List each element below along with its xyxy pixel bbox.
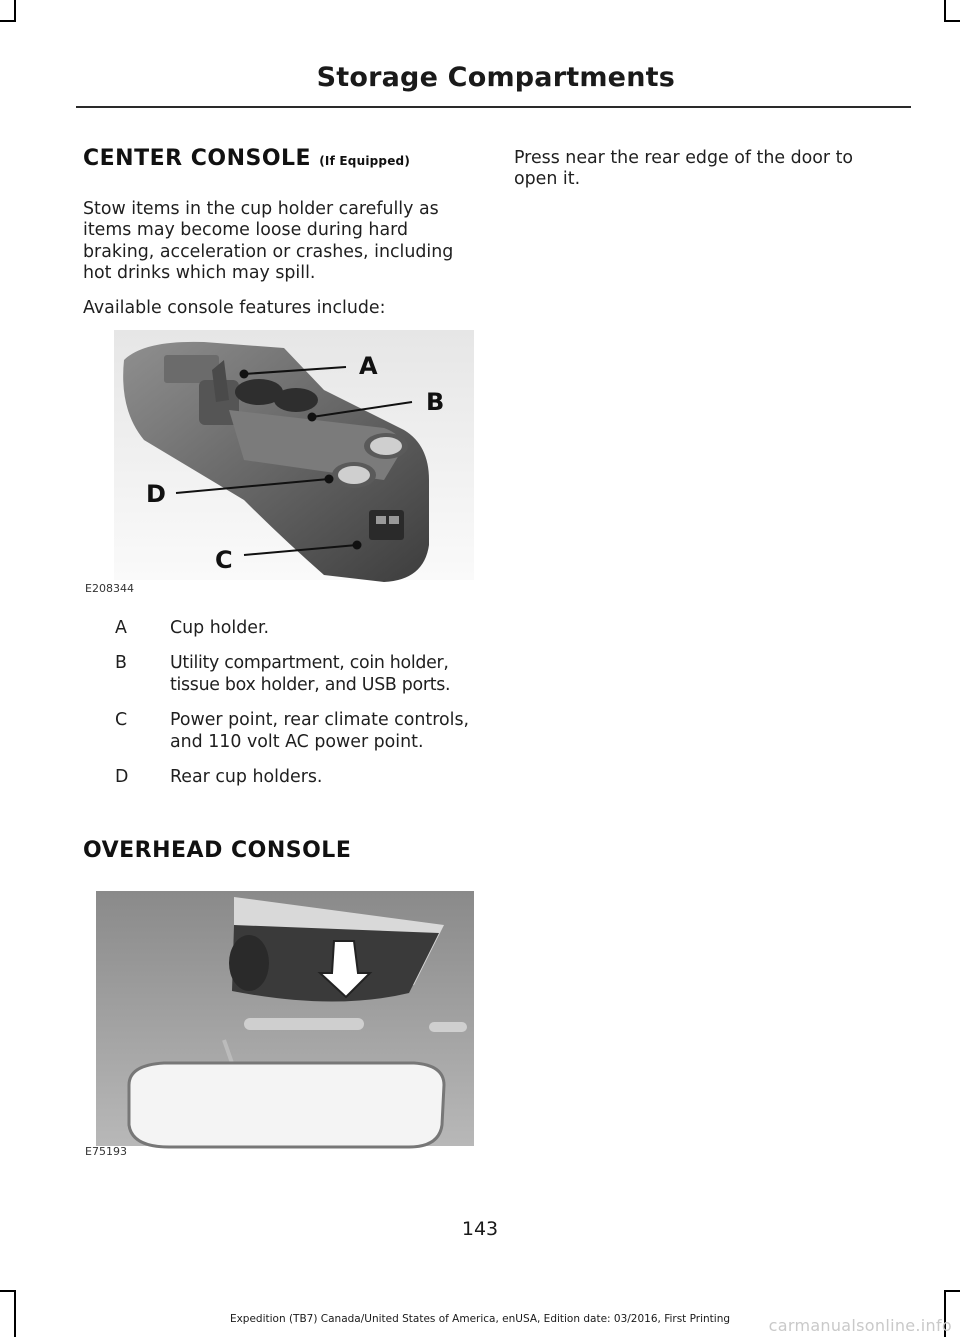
callout-label-d: D [146, 480, 166, 508]
figure-code: E75193 [85, 1145, 127, 1158]
legend-letter: B [115, 653, 127, 674]
callout-label-a: A [359, 352, 378, 380]
crop-mark [0, 1290, 16, 1292]
center-console-features-intro: Available console features include: [83, 297, 386, 318]
center-console-warning-text: Stow items in the cup holder carefully as items may become loose during hard braking, acceleration or crashes, including hot drinks which may spill. [83, 199, 454, 284]
left-column [83, 146, 483, 319]
crop-mark [944, 1290, 960, 1292]
legend-description: Power point, rear climate controls, and 110 volt AC power point. [170, 710, 470, 752]
center-console-heading-text: CENTER CONSOLE [83, 146, 312, 171]
page-number: 143 [461, 1218, 499, 1240]
legend-description: Cup holder. [170, 618, 270, 638]
legend-item [115, 767, 485, 788]
overhead-console-heading: OVERHEAD CONSOLE [83, 838, 352, 863]
legend-description: Rear cup holders. [170, 767, 323, 788]
callout-label-c: C [215, 546, 233, 574]
overhead-console-instruction: Press near the rear edge of the door to open it. [514, 148, 854, 190]
crop-mark [944, 0, 946, 22]
feature-legend [115, 618, 485, 802]
legend-letter: D [115, 767, 129, 788]
legend-letter: A [115, 618, 127, 638]
legend-item [115, 710, 485, 753]
legend-item [115, 653, 485, 696]
callout-label-b: B [426, 388, 445, 416]
page-header-title: Storage Compartments [316, 62, 675, 93]
if-equipped-qualifier: (If Equipped) [319, 154, 411, 168]
page-footer: Expedition (TB7) Canada/United States of America, enUSA, Edition date: 03/2016, First Printing [229, 1313, 731, 1325]
center-console-heading [83, 146, 483, 171]
center-console-illustration [84, 330, 484, 598]
legend-item [115, 618, 485, 639]
crop-mark [14, 0, 16, 22]
header-divider [76, 106, 911, 108]
figure-code: E208344 [85, 582, 134, 595]
center-console-figure [84, 330, 484, 598]
watermark: carmanualsonline.info [768, 1316, 952, 1335]
crop-mark [0, 20, 16, 22]
crop-mark [944, 20, 960, 22]
legend-letter: C [115, 710, 128, 731]
right-column [514, 148, 894, 191]
overhead-console-figure [84, 885, 484, 1160]
legend-description: Utility compartment, coin holder, tissue box holder, and USB ports. [170, 653, 451, 695]
overhead-console-illustration [84, 885, 484, 1160]
